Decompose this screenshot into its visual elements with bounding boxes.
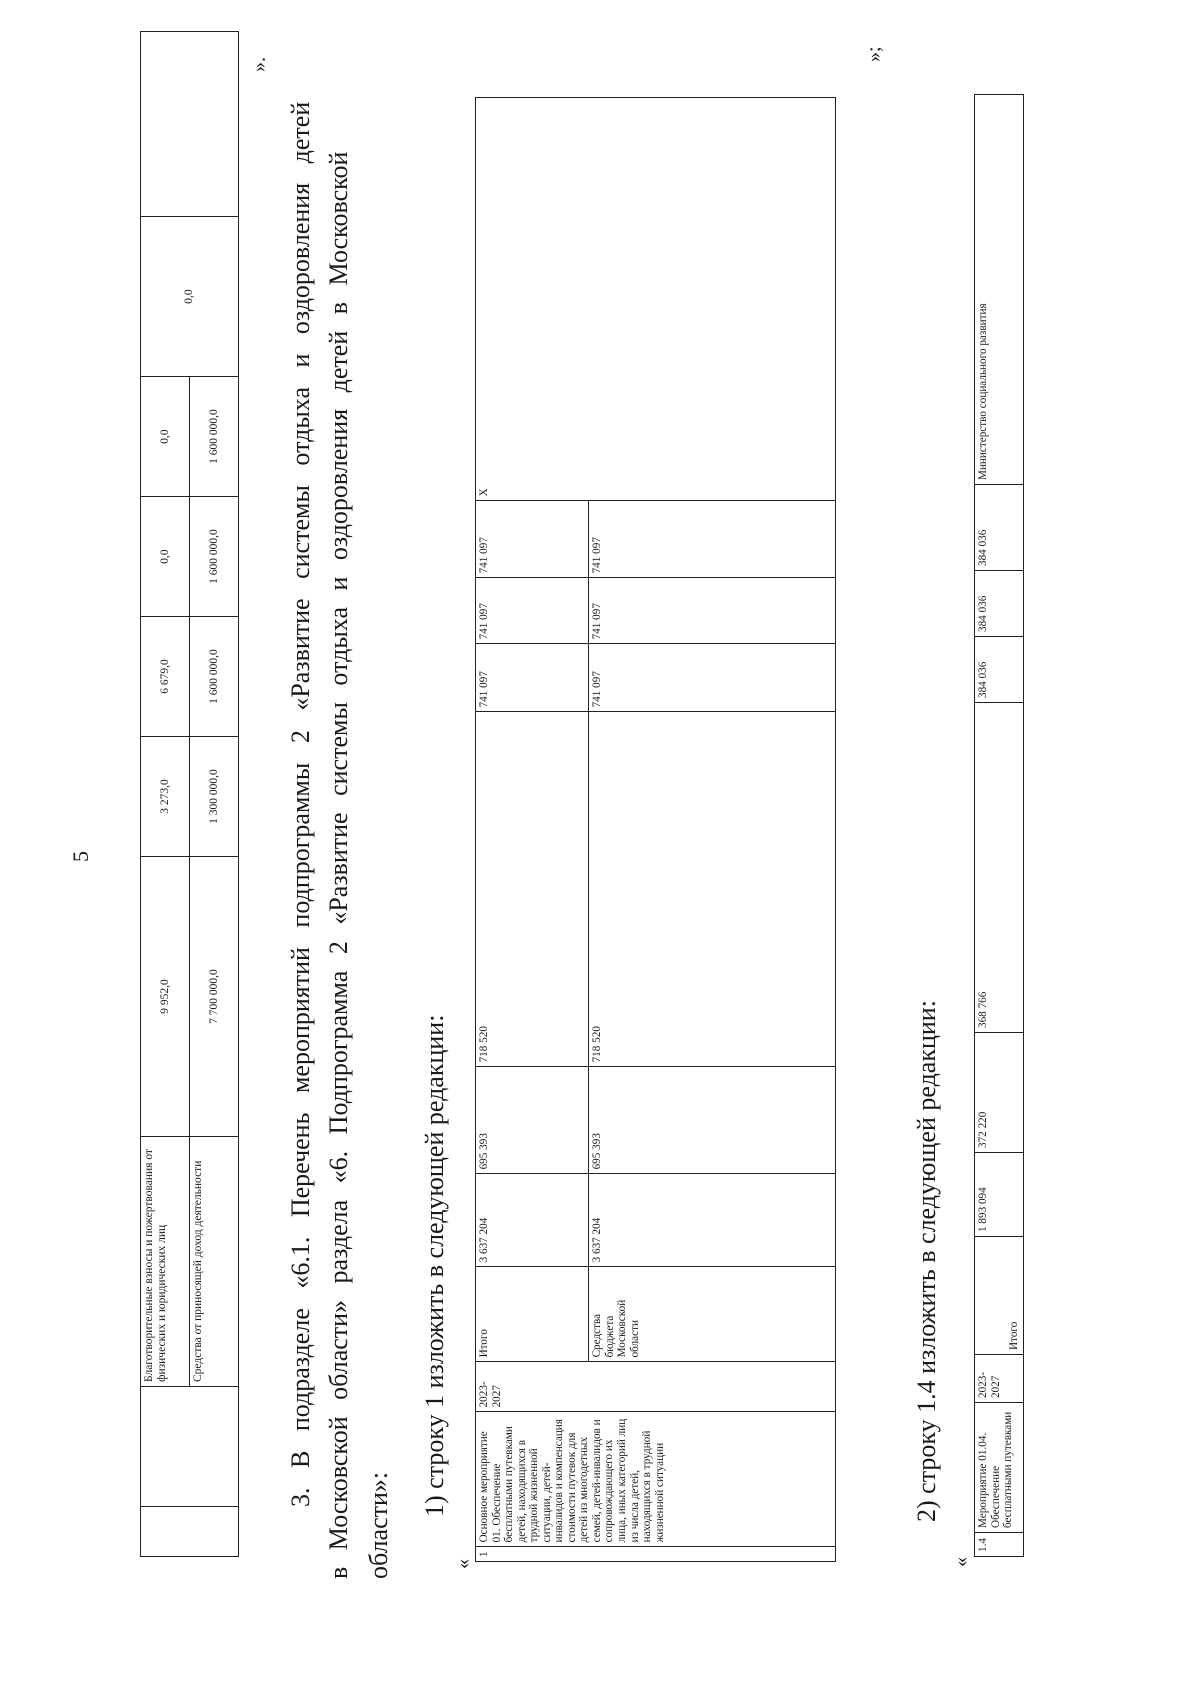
item-2-heading: 2) строку 1.4 изложить в следующей редакции: (912, 1000, 941, 1522)
years-cell: 2023-2027 (476, 1362, 836, 1412)
paragraph-line: в Московской области» раздела «6. Подпрограмма 2 «Развитие системы отдыха и оздоровления детей в Московской (324, 151, 353, 1579)
source-label: Средства от приносящей доход деятельности (190, 1137, 239, 1387)
funding-sources-table (140, 31, 239, 1557)
page-number: 5 (68, 851, 93, 862)
value-cell: 9 952,0 (141, 857, 190, 1137)
value-cell: 372 220 (975, 1033, 1024, 1153)
value-cell: 741 097 (476, 501, 589, 578)
table-row (476, 98, 589, 1562)
value-cell: 0,0 (141, 217, 239, 377)
closing-quote: ». (248, 57, 270, 72)
value-cell: 741 097 (589, 578, 836, 644)
value-cell: 741 097 (589, 501, 836, 578)
value-cell: 741 097 (589, 644, 836, 712)
source-label: Благотворительные взносы и пожертвования от физических и юридических лиц (141, 1137, 190, 1387)
table-row (975, 95, 1024, 1557)
value-cell: 7 700 000,0 (190, 857, 239, 1137)
value-cell: 384 036 (975, 485, 1024, 571)
value-cell: 6 679,0 (141, 617, 190, 737)
value-cell: 718 520 (589, 712, 836, 1067)
value-cell: 3 637 204 (589, 1174, 836, 1267)
paragraph-line: 3. В подразделе «6.1. Перечень мероприятий подпрограммы 2 «Развитие системы отдыха и оздоровления детей (286, 101, 315, 1507)
value-cell: 384 036 (975, 637, 1024, 703)
row-number: 1 (476, 1547, 836, 1562)
paragraph-line: области»: (364, 1471, 393, 1579)
source-total: Итого (975, 1237, 1024, 1355)
event-name: Основное мероприятие 01. Обеспечение бесплатными путевками детей, находящихся в трудной жизненной ситуации, детей-инвалидов и компенсация стоимости путевок для детей из многодетных семей, детей-инвалидов и сопровождающего их лица, иных категорий лиц из числа детей, находящихся в трудной жизненной ситуации (476, 1412, 836, 1547)
responsible-cell: Министерство социального развития (975, 95, 1024, 485)
value-cell: 0,0 (141, 497, 190, 617)
value-cell: 1 600 000,0 (190, 617, 239, 737)
closing-quote: »; (863, 46, 885, 62)
row-1-4-table (974, 94, 1024, 1557)
empty-cell (141, 32, 239, 217)
value-cell: 3 637 204 (476, 1174, 589, 1267)
value-cell: 1 893 094 (975, 1153, 1024, 1237)
value-cell: 1 600 000,0 (190, 377, 239, 497)
value-cell: 695 393 (589, 1067, 836, 1174)
value-cell: 741 097 (476, 578, 589, 644)
item-1-heading: 1) строку 1 изложить в следующей редакции: (420, 1014, 449, 1517)
years-cell: 2023-2027 (975, 1355, 1024, 1403)
value-cell: 0,0 (141, 377, 190, 497)
value-cell: 3 273,0 (141, 737, 190, 857)
empty-cell (141, 1387, 239, 1507)
source-budget: Средства бюджета Московской области (589, 1267, 836, 1362)
open-quote: « (452, 1559, 474, 1569)
source-total: Итого (476, 1267, 589, 1362)
value-cell: 1 600 000,0 (190, 497, 239, 617)
table-row (141, 32, 190, 1557)
responsible-cell: Х (476, 98, 836, 501)
value-cell: 741 097 (476, 644, 589, 712)
value-cell: 1 300 000,0 (190, 737, 239, 857)
value-cell: 718 520 (476, 712, 589, 1067)
row-number: 1.4 (975, 1533, 1024, 1557)
value-cell: 368 766 (975, 703, 1024, 1033)
event-name: Мероприятие 01.04. Обеспечение бесплатными путевками (975, 1403, 1024, 1533)
empty-cell (141, 1507, 239, 1557)
row-1-table (475, 97, 836, 1562)
value-cell: 695 393 (476, 1067, 589, 1174)
open-quote: « (950, 1557, 972, 1567)
value-cell: 384 036 (975, 571, 1024, 637)
